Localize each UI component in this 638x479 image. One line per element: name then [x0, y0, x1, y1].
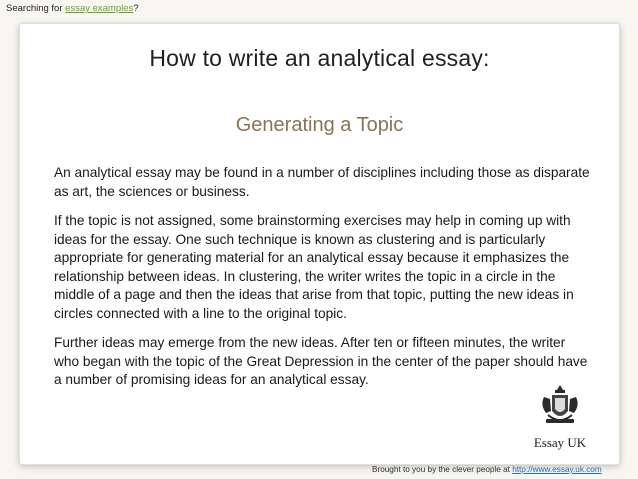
essay-uk-logo [520, 379, 600, 454]
slide-body [54, 164, 594, 401]
logo-text: Essay UK [533, 435, 587, 450]
paragraph: If the topic is not assigned, some brainstorming exercises may help in coming up with ideas for the essay. One such technique is known as clustering and is particularly appropriate for generating material for an analytical essay because it emphasizes the relationship between ideas. In clustering, the writer writes the topic in a circle in the middle of a page and then the ideas that arise from that topic, putting the new ideas in circles connected with a line to the original topic. [54, 213, 574, 321]
crest-icon [538, 381, 582, 433]
search-prompt-prefix: Searching for [6, 3, 66, 14]
paragraph: An analytical essay may be found in a number of disciplines including those as disparate as art, the sciences or business. [54, 165, 590, 199]
search-prompt-suffix: ? [133, 3, 139, 14]
slide-subtitle: Generating a Topic [235, 114, 404, 136]
footer-prefix: Brought to you by the clever people at [372, 465, 513, 474]
essay-uk-link[interactable]: http://www.essay.uk.com [512, 465, 602, 474]
paragraph: Further ideas may emerge from the new ideas. After ten or fifteen minutes, the writer who began with the topic of the Great Depression in the center of the paper should have a number of promising ideas for an analytical essay. [54, 335, 588, 387]
search-prompt [6, 3, 139, 14]
slide [19, 23, 620, 465]
slide-title: How to write an analytical essay: [149, 45, 490, 71]
essay-examples-link[interactable]: essay examples [65, 3, 134, 14]
footer-credit [372, 465, 602, 474]
